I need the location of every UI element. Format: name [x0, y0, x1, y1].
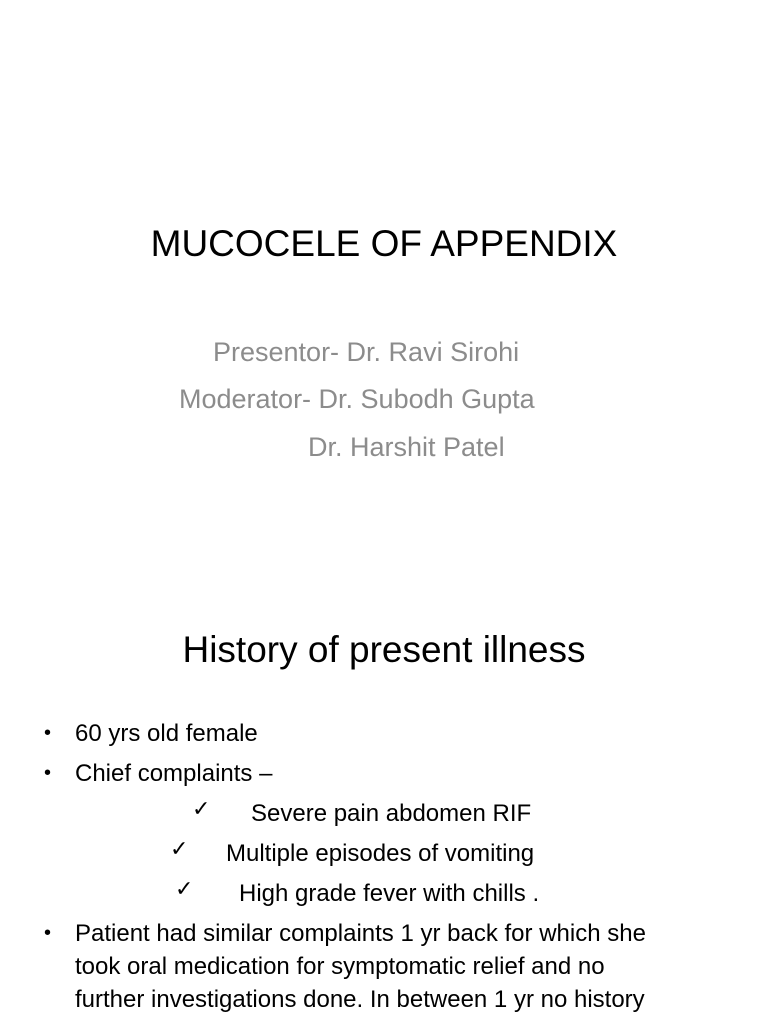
checkmark-icon: ✓ — [192, 796, 211, 821]
bullet-icon: • — [44, 922, 52, 944]
bullet-text: Chief complaints – — [75, 760, 273, 787]
bullet-icon: • — [44, 722, 52, 744]
complaint-text: Multiple episodes of vomiting — [226, 840, 535, 867]
paragraph-line: further investigations done. In between 1 yr no history — [75, 986, 645, 1013]
co-moderator-line: Dr. Harshit Patel — [308, 432, 505, 462]
bullet-icon: • — [44, 762, 52, 784]
bullet-text: 60 yrs old female — [75, 720, 258, 747]
history-slide — [0, 576, 768, 1024]
checkmark-icon: ✓ — [170, 836, 189, 861]
slide-title: History of present illness — [182, 629, 586, 670]
complaint-text: High grade fever with chills . — [239, 880, 540, 907]
slide-title: MUCOCELE OF APPENDIX — [150, 223, 618, 264]
moderator-line: Moderator- Dr. Subodh Gupta — [179, 384, 535, 414]
history-paragraph — [75, 917, 755, 1016]
complaint-text: Severe pain abdomen RIF — [251, 800, 532, 827]
paragraph-line: took oral medication for symptomatic relief and no — [75, 953, 605, 980]
paragraph-line: Patient had similar complaints 1 yr back for which she — [75, 920, 646, 947]
checkmark-icon: ✓ — [175, 876, 194, 901]
presenter-line: Presentor- Dr. Ravi Sirohi — [213, 337, 520, 367]
